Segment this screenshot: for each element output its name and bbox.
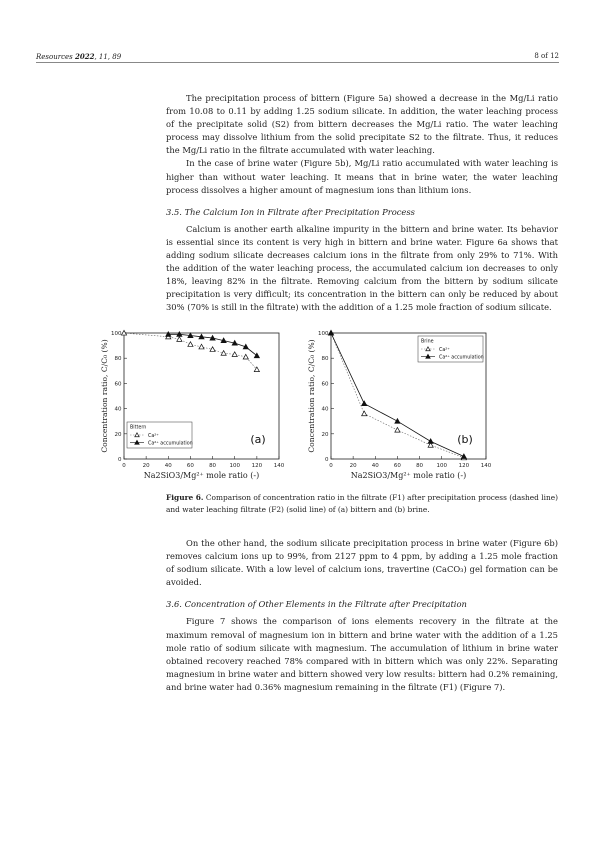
y-tick-label: 60 [321, 381, 329, 388]
y-tick-label: 20 [114, 431, 122, 438]
journal-year: 2022 [74, 52, 95, 61]
paragraph: On the other hand, the sodium silicate precipitation process in brine water (Figure 6b) removes calcium ions up to 99%, from 2127 ppm to 4 ppm, by adding a 1.25 mole fraction of sodium silicate. With a low level of calcium ions, travertine (CaCO₃) gel formation can be avoided. [166, 538, 558, 588]
x-tick-label: 60 [186, 463, 194, 469]
lower-text [166, 537, 558, 694]
y-tick-label: 0 [325, 457, 329, 463]
y-tick-label: 80 [114, 356, 122, 363]
figure-6 [95, 325, 495, 485]
running-head [36, 52, 559, 61]
y-tick-label: 40 [321, 406, 329, 413]
x-tick-label: 120 [251, 463, 263, 469]
y-axis-label: Concentration ratio, C/C₀ (%) [100, 339, 109, 453]
legend-label: Ca²⁺ accumulation [439, 355, 484, 361]
data-point [188, 342, 193, 347]
y-tick-label: 40 [114, 406, 122, 413]
x-tick-label: 140 [273, 463, 285, 469]
paragraph: Figure 7 shows the comparison of ions elements recovery in the filtrate at the maximum removal of magnesium ion in bittern and brine water with the addition of a 1.25 mole ratio of sodium silicate with magnesium. The accumulation of lithium in brine water obtained recovery reached 78% compared with in bittern which was only 22%. Separating magnesium in brine water and bittern showed very low results: bittern had 0.2% remaining, and brine water had 0.36% magnesium remaining in the filtrate (F1) (Figure 7). [166, 616, 558, 692]
x-tick-label: 40 [371, 463, 379, 469]
panel-label: (b) [457, 433, 473, 446]
y-tick-label: 100 [111, 331, 122, 337]
x-tick-label: 100 [436, 463, 447, 469]
x-tick-label: 120 [458, 463, 470, 469]
x-tick-label: 20 [142, 463, 150, 469]
panel-label: (a) [250, 433, 266, 446]
legend-title: Brine [421, 339, 434, 345]
y-tick-label: 20 [321, 431, 329, 438]
data-point [199, 344, 204, 349]
x-tick-label: 140 [480, 463, 492, 469]
journal-citation [36, 52, 121, 61]
x-tick-label: 0 [329, 463, 333, 469]
data-point [177, 337, 182, 342]
figure-caption [166, 492, 558, 516]
data-point [210, 347, 215, 352]
legend-label: Ca²⁺ accumulation [148, 441, 193, 447]
x-axis-label: Na2SiO3/Mg²⁺ mole ratio (-) [143, 471, 260, 480]
x-tick-label: 60 [393, 463, 401, 469]
y-axis-label: Concentration ratio, C/C₀ (%) [307, 339, 316, 453]
upper-text [166, 92, 558, 315]
journal-volume: , 11, 89 [94, 53, 122, 61]
legend-label: Ca²⁺ [148, 433, 159, 439]
x-tick-label: 40 [164, 463, 172, 469]
x-tick-label: 0 [122, 463, 126, 469]
x-tick-label: 20 [349, 463, 357, 469]
x-tick-label: 80 [209, 463, 217, 469]
header-rule [36, 62, 559, 63]
data-point [395, 419, 400, 424]
series-line [124, 333, 257, 370]
legend-title: Bittern [130, 425, 147, 431]
figure-6-svg [95, 325, 495, 485]
x-tick-label: 80 [416, 463, 424, 469]
section-heading: 3.6. Concentration of Other Elements in the Filtrate after Precipitation [166, 599, 467, 610]
data-point [362, 401, 367, 406]
data-point [362, 411, 367, 416]
y-tick-label: 0 [118, 457, 122, 463]
journal-name: Resources [36, 53, 73, 61]
y-tick-label: 80 [321, 356, 329, 363]
section-heading: 3.5. The Calcium Ion in Filtrate after Precipitation Process [166, 206, 415, 217]
page-number: 8 of 12 [534, 52, 559, 60]
data-point [221, 351, 226, 356]
y-tick-label: 60 [114, 381, 122, 388]
x-axis-label: Na2SiO3/Mg²⁺ mole ratio (-) [350, 471, 467, 480]
caption-label: Figure 6. [166, 493, 204, 502]
data-point [428, 439, 433, 444]
paragraph: The precipitation process of bittern (Figure 5a) showed a decrease in the Mg/Li ratio from 10.08 to 0.11 by adding 1.25 sodium silicate. In addition, the water leaching process of the precipitate solid (S2) from bittern decreases the Mg/Li ratio. The water leaching process may dissolve lithium from the solid precipitate S2 to the filtrate. Thus, it reduces the Mg/Li ratio in the filtrate accumulated with water leaching. [166, 93, 558, 156]
paragraph: Calcium is another earth alkaline impurity in the bittern and brine water. Its behavior is essential since its content is very high in bittern and brine water. Figure 6a shows that adding sodium silicate decreases calcium ions in the filtrate from only 29% to 71%. With the addition of the water leaching process, the accumulated calcium ion decreases to only 18%, leaving 82% in the filtrate. Removing calcium from the bittern by sodium silicate precipitation is very difficult; its concentration in the bittern can only be reduced by about 30% (70% is still in the filtrate) with the addition of a 1.25 mole fraction of sodium silicate. [166, 223, 558, 313]
data-point [395, 427, 400, 432]
legend-label: Ca²⁺ [439, 347, 450, 353]
x-tick-label: 100 [229, 463, 240, 469]
caption-text: Comparison of concentration ratio in the filtrate (F1) after precipitation process (dashed line) and water leaching filtrate (F2) (solid line) of (a) bittern and (b) brine. [166, 493, 559, 514]
y-tick-label: 100 [318, 331, 329, 337]
data-point [461, 454, 466, 459]
paragraph: In the case of brine water (Figure 5b), Mg/Li ratio accumulated with water leaching is higher than without water leaching. It means that in brine water, the water leaching process dissolves a higher amount of magnesium ions than lithium ions. [166, 158, 558, 195]
